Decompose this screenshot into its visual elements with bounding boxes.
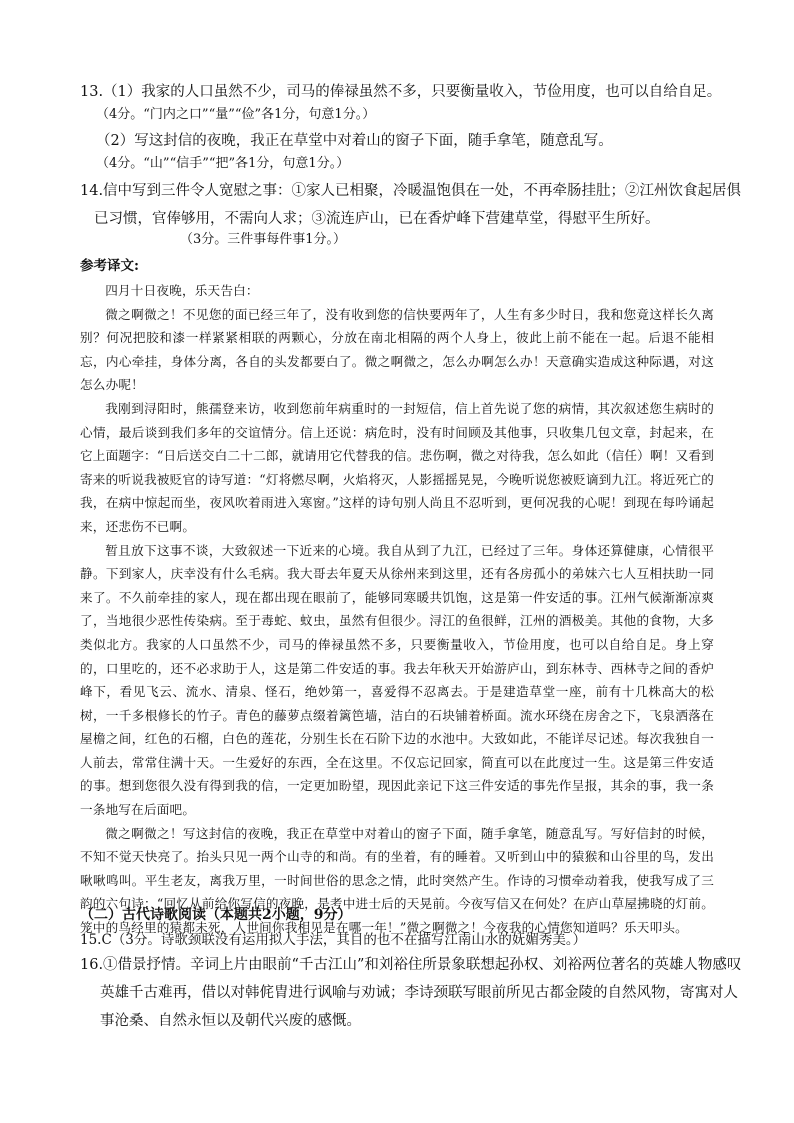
translation-paragraph: 微之啊微之！写这封信的夜晚，我正在草堂中对着山的窗子下面，随手拿笔，随意乱写。写好信封的时候，不知不觉天快亮了。抬头只见一两个山寺的和尚。有的坐着，有的睡着。又听到山中的猿猴和山谷里的鸟，发出啾啾鸣叫。平生老友，离我万里，一时间世俗的思念之情，此时突然产生。作诗的习惯牵动着我，使我写成了三韵的六句诗：“回忆从前给你写信的夜晚，是考中进士后的天晃前。今夜写信又在何处？在庐山草屋拂晓的灯前。笼中的鸟经里的猿都未死，人世间你我相见是在哪一年！”微之啊微之！今夜我的心情您知道吗？乐天叩头。 [80, 825, 714, 936]
q13-score2: （4分。“山”“信手”“把”各1分，句意1分。） [96, 156, 350, 171]
q14-answer: 14.信中写到三件令人宽慰之事：①家人已相聚，冷暖温饱俱在一处，不再牵肠挂肚；②江州饮食起居俱已习惯，官俸够用，不需向人求；③流连庐山，已在香炉峰下营建草堂，得慰平生所好。 [80, 183, 742, 227]
q13-part1: 13.（1）我家的人口虽然不少，司马的俸禄虽然不多，只要衡量收入，节俭用度，也可以自给自足。 [80, 84, 722, 100]
translation-paragraph: 我刚到浔阳时，熊孺登来访，收到您前年病重时的一封短信，信上首先说了您的病情，其次叙述您生病时的心情，最后谈到我们多年的交谊情分。信上还说：病危时，没有时间顾及其他事，只收集几包文章，封起来，在它上面题字：“日后送交白二十二郎，就请用它代替我的信。悲伤啊，微之对待我，怎么如此（信任）啊！又看到寄来的听说我被贬官的诗写道：“灯将燃尽啊，火焰将灭，人影摇摇晃晃，今晚听说您被贬谪到九江。将近死亡的我，在病中惊起而坐，夜风吹着雨进入寒窗。”这样的诗句别人尚且不忍听到，更何况我的心呢！到现在每吟诵起来，还悲伤不已啊。 [80, 400, 714, 534]
translation-paragraph: 微之啊微之！不见您的面已经三年了，没有收到您的信快要两年了，人生有多少时日，我和您竟这样长久离别？何况把胶和漆一样紧紧相联的两颗心，分放在南北相隔的两个人身上，彼此上前不能在一起。后退不能相忘，内心牵挂，身体分离，各自的头发都要白了。微之啊微之，怎么办啊怎么办！天意确实造成这种际遇，对这怎么办呢！ [80, 306, 714, 393]
q13-score1: （4分。“门内之口”“量”“俭”各1分，句意1分。） [96, 107, 376, 122]
translation-body [80, 279, 714, 940]
translation-paragraph: 四月十日夜晚，乐天告白： [105, 283, 259, 298]
q14-score: （3分。三件事每件事1分。） [180, 232, 347, 247]
translation-paragraph: 暂且放下这事不谈，大致叙述一下近来的心境。我自从到了九江，已经过了三年。身体还算健康，心情很平静。下到家人，庆幸没有什么毛病。我大哥去年夏天从徐州来到这里，还有各房孤小的弟妹六七人互相扶助一同来了。不久前牵挂的家人，现在都出现在眼前了，能够同寒暖共饥饱，这是第一件安适的事。江州气候渐渐凉爽了，当地很少恶性传染病。至于毒蛇、蚊虫，虽然有但很少。浔江的鱼很鲜，江州的酒极美。其他的食物，大多类似北方。我家的人口虽然不少，司马的俸禄虽然不多，只要衡量收入，节俭用度，也可以自给自足。身上穿的，口里吃的，还不必求助于人，这是第二件安适的事。我去年秋天开始游庐山，到东林寺、西林寺之间的香炉峰下，看见飞云、流水、清泉、怪石，绝妙第一，喜爱得不忍离去。于是建造草堂一座，前有十几株高大的松树，一千多根修长的竹子。青色的藤萝点缀着篱笆墙，洁白的石块铺着桥面。流水环绕在房舍之下，飞泉洒落在屋檐之间，红色的石榴，白色的莲花，分别生长在石阶下边的水池中。大致如此，不能详尽记述。每次我独自一人前去，常常住满十天。一生爱好的东西，全在这里。不仅忘记回家，简直可以在此度过一生。这是第三件安适的事。想到您很久没有得到我的信，一定更加盼望，现因此亲记下这三件安适的事先作呈报，其余的事，我一条一条地写在后面吧。 [80, 542, 714, 818]
q16-answer: 16.①借景抒情。辛词上片由眼前“千古江山”和刘裕住所景象联想起孙权、刘裕两位著名的英雄人物感叹英雄千古难再，借以对韩侂胄进行讽喻与劝诫；李诗颈联写眼前所见古都金陵的自然风物，寄寓对人事沧桑、自然永恒以及朝代兴废的感慨。 [80, 957, 742, 1029]
q15-answer: 15.C（3分。诗歌颈联没有运用拟人手法，其目的也不在描写江南山水的妩媚秀美。） [80, 932, 587, 948]
section-heading: （二）古代诗歌阅读（本题共2小题，9分） [80, 907, 352, 923]
q13-part2: （2）写这封信的夜晚，我正在草堂中对着山的窗子下面，随手拿笔，随意乱写。 [96, 133, 613, 149]
translation-title: 参考译文: [80, 258, 139, 274]
